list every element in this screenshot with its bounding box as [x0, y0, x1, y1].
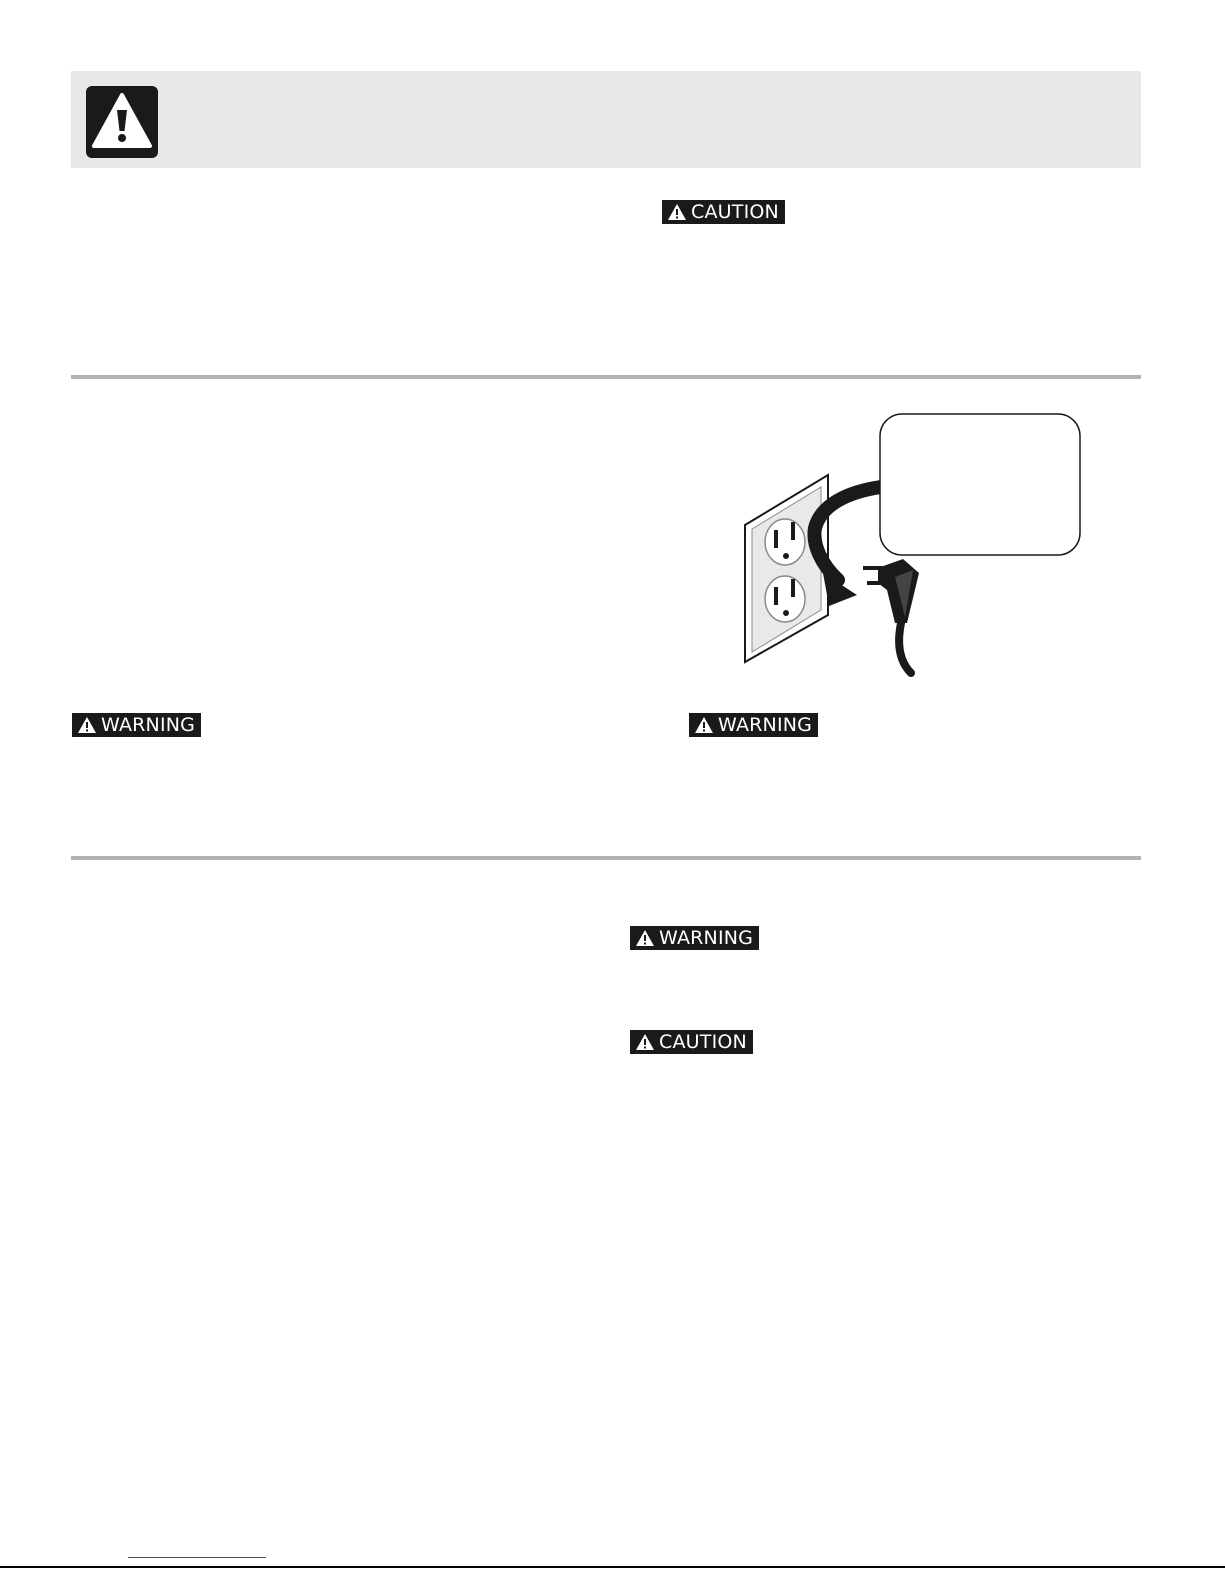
section-divider-2: [71, 856, 1141, 860]
warning-badge-left: [72, 713, 201, 737]
exclamation-triangle-icon: [667, 203, 687, 221]
section-divider-1: [71, 375, 1141, 379]
warning-label: WARNING: [718, 714, 813, 736]
outlet-plug-illustration: [735, 405, 1095, 685]
caution-badge-top: [662, 200, 785, 224]
header-band: [71, 71, 1141, 168]
exclamation-triangle-icon: [77, 716, 97, 734]
caution-badge-lower: [630, 1030, 753, 1054]
caution-label: CAUTION: [659, 1031, 747, 1053]
footer-link-underline[interactable]: [128, 1557, 266, 1558]
exclamation-triangle-icon: [694, 716, 714, 734]
caution-label: CAUTION: [691, 201, 779, 223]
footer-rule: [0, 1566, 1225, 1568]
exclamation-triangle-icon: [635, 1033, 655, 1051]
exclamation-triangle-icon: [635, 929, 655, 947]
warning-badge-right: [689, 713, 818, 737]
warning-label: WARNING: [659, 927, 754, 949]
warning-label: WARNING: [101, 714, 196, 736]
warning-badge-lower: [630, 926, 759, 950]
warning-triangle-icon: [86, 86, 158, 158]
